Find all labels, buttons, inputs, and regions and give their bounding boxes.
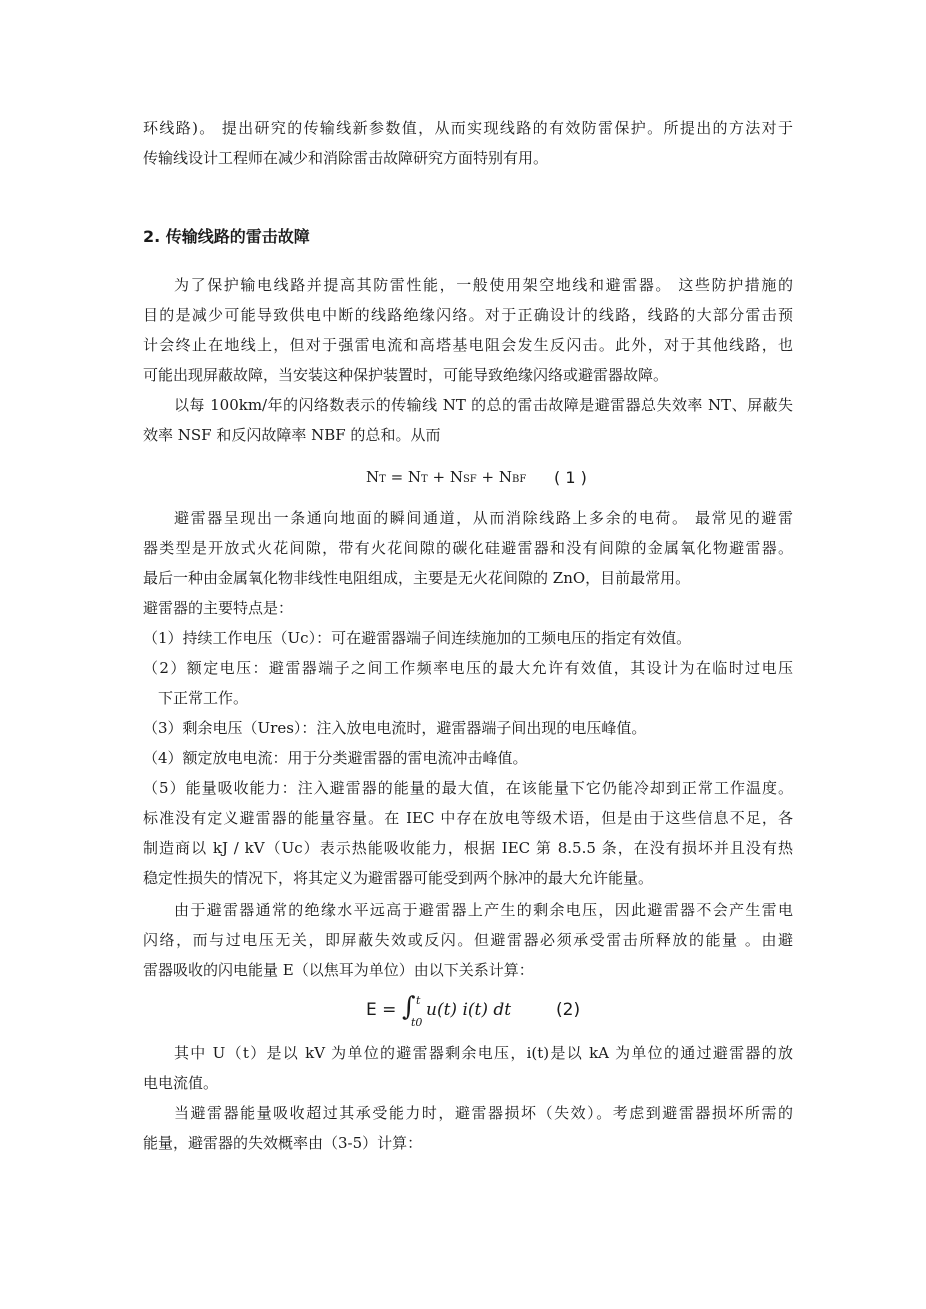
paragraph-line: 能量，避雷器的失效概率由（3-5）计算： bbox=[143, 1134, 423, 1152]
section-heading: 2. 传输线路的雷击故障 bbox=[143, 227, 310, 246]
integral-sign: ∫ bbox=[402, 992, 416, 1022]
paragraph-line: 其中 U（t）是以 kV 为单位的避雷器剩余电压，i(t)是以 kA 为单位的通过避雷器的放 bbox=[174, 1044, 793, 1062]
paragraph-line: 为了保护输电线路并提高其防雷性能，一般使用架空地线和避雷器。 这些防护措施的 bbox=[174, 276, 793, 294]
paragraph-line: 电电流值。 bbox=[143, 1074, 219, 1092]
equation-1-number: ( 1 ) bbox=[554, 468, 587, 487]
paragraph-line: 最后一种由金属氧化物非线性电阻组成，主要是无火花间隙的 ZnO，目前最常用。 bbox=[143, 569, 691, 587]
paragraph-line: 目的是减少可能导致供电中断的线路绝缘闪络。对于正确设计的线路，线路的大部分雷击预 bbox=[143, 306, 793, 324]
intro-line: 环线路)。 提出研究的传输线新参数值，从而实现线路的有效防雷保护。所提出的方法对于 bbox=[143, 119, 793, 137]
features-intro: 避雷器的主要特点是： bbox=[143, 599, 294, 617]
paragraph-line: 当避雷器能量吸收超过其承受能力时，避雷器损坏（失效）。考虑到避雷器损坏所需的 bbox=[174, 1104, 793, 1122]
paragraph-line: 闪络，而与过电压无关，即屏蔽失效或反闪。但避雷器必须承受雷击所释放的能量 。由避 bbox=[143, 931, 793, 949]
paragraph-line: 计会终止在地线上，但对于强雷电流和高塔基电阻会发生反闪击。此外，对于其他线路，也 bbox=[143, 336, 793, 354]
paragraph-line: 效率 NSF 和反闪故障率 NBF 的总和。从而 bbox=[143, 426, 441, 444]
paragraph-line: 稳定性损失的情况下，将其定义为避雷器可能受到两个脉冲的最大允许能量。 bbox=[143, 869, 654, 887]
feature-item: （1）持续工作电压（Uc）：可在避雷器端子间连续施加的工频电压的指定有效值。 bbox=[143, 629, 692, 647]
paragraph-line: 可能出现屏蔽故障，当安装这种保护装置时，可能导致绝缘闪络或避雷器故障。 bbox=[143, 366, 669, 384]
feature-item: 下正常工作。 bbox=[158, 689, 249, 707]
equation-2-number: (2) bbox=[556, 1000, 581, 1020]
paragraph-line: 由于避雷器通常的绝缘水平远高于避雷器上产生的剩余电压，因此避雷器不会产生雷电 bbox=[174, 901, 793, 919]
feature-item: （2）额定电压：避雷器端子之间工作频率电压的最大允许有效值，其设计为在临时过电压 bbox=[143, 659, 793, 677]
document-page: 环线路)。 提出研究的传输线新参数值，从而实现线路的有效防雷保护。所提出的方法对于 传输线设计工程师在减少和消除雷击故障研究方面特别有用。 2. 传输线路的雷击故障 为了保护输电线路并提高其防雷性能，一般使用架空地线和避雷器。 这些防护措施的 目的是减少可能导致供电中断的线路绝缘闪络。对于正确设计的线路，线路的大部分雷击预 计会终止在地线上，但对于强雷电流和高塔基电阻会发生反闪击。此外，对于其他线路，也 可能出现屏蔽故障，当安装这种保护装置时，可能导致绝缘闪络或避雷器故障。 以每 100km/年的闪络数表示的传输线 NT 的总的雷击故障是避雷器总失效率 NT、屏蔽失 效率 NSF 和反闪故障率 NBF 的总和。从而 NT = NT + NSF + NBF ( 1 ) 避雷器呈现出一条通向地面的瞬间通道，从而消除线路上多余的电荷。 最常见的避雷 器类型是开放式火花间隙，带有火花间隙的碳化硅避雷器和没有间隙的金属氧化物避雷器。 最后一种由金属氧化物非线性电阻组成，主要是无火花间隙的 ZnO，目前最常用。 避雷器的主要特点是： （1）持续工作电压（Uc）：可在避雷器端子间连续施加的工频电压的指定有效值。 （2）额定电压：避雷器端子之间工作频率电压的最大允许有效值，其设计为在临时过电压 下正常工作。 （3）剩余电压（Ures）：注入放电电流时，避雷器端子间出现的电压峰值。 （4）额定放电电流：用于分类避雷器的雷电流冲击峰值。 （5）能量吸收能力：注入避雷器的能量的最大值，在该能量下它仍能冷却到正常工作温度。 标准没有定义避雷器的能量容量。在 IEC 中存在放电等级术语，但是由于这些信息不足，各 制造商以 kJ / kV（Uc）表示热能吸收能力，根据 IEC 第 8.5.5 条，在没有损坏并且没有热 稳定性损失的情况下，将其定义为避雷器可能受到两个脉冲的最大允许能量。 由于避雷器通常的绝缘水平远高于避雷器上产生的剩余电压，因此避雷器不会产生雷电 闪络，而与过电压无关，即屏蔽失效或反闪。但避雷器必须承受雷击所释放的能量 。由避 雷器吸收的闪电能量 E（以焦耳为单位）由以下关系计算： E = ∫ t t0 u(t) i(t) dt (2) 其中 U（t）是以 kV 为单位的避雷器剩余电压，i(t)是以 kA 为单位的通过避雷器的放 电电流值。 当避雷器能量吸收超过其承受能力时，避雷器损坏（失效）。考虑到避雷器损坏所需的 能量，避雷器的失效概率由（3-5）计算： bbox=[143, 119, 793, 1152]
intro-line: 传输线设计工程师在减少和消除雷击故障研究方面特别有用。 bbox=[143, 149, 549, 167]
paragraph-line: 标准没有定义避雷器的能量容量。在 IEC 中存在放电等级术语，但是由于这些信息不足，各 bbox=[143, 809, 793, 827]
equation-1: NT = NT + NSF + NBF ( 1 ) bbox=[366, 468, 587, 487]
paragraph-line: 避雷器呈现出一条通向地面的瞬间通道，从而消除线路上多余的电荷。 最常见的避雷 bbox=[174, 509, 793, 527]
paragraph-line: 器类型是开放式火花间隙，带有火花间隙的碳化硅避雷器和没有间隙的金属氧化物避雷器。 bbox=[143, 539, 793, 557]
paragraph-line: 以每 100km/年的闪络数表示的传输线 NT 的总的雷击故障是避雷器总失效率 NT、屏蔽失 bbox=[174, 396, 793, 414]
feature-item: （5）能量吸收能力：注入避雷器的能量的最大值，在该能量下它仍能冷却到正常工作温度。 bbox=[143, 779, 793, 797]
feature-item: （3）剩余电压（Ures）：注入放电电流时，避雷器端子间出现的电压峰值。 bbox=[143, 719, 647, 737]
feature-item: （4）额定放电电流：用于分类避雷器的雷电流冲击峰值。 bbox=[143, 749, 528, 767]
paragraph-line: 制造商以 kJ / kV（Uc）表示热能吸收能力，根据 IEC 第 8.5.5 条，在没有损坏并且没有热 bbox=[143, 839, 793, 857]
paragraph-line: 雷器吸收的闪电能量 E（以焦耳为单位）由以下关系计算： bbox=[143, 961, 534, 979]
